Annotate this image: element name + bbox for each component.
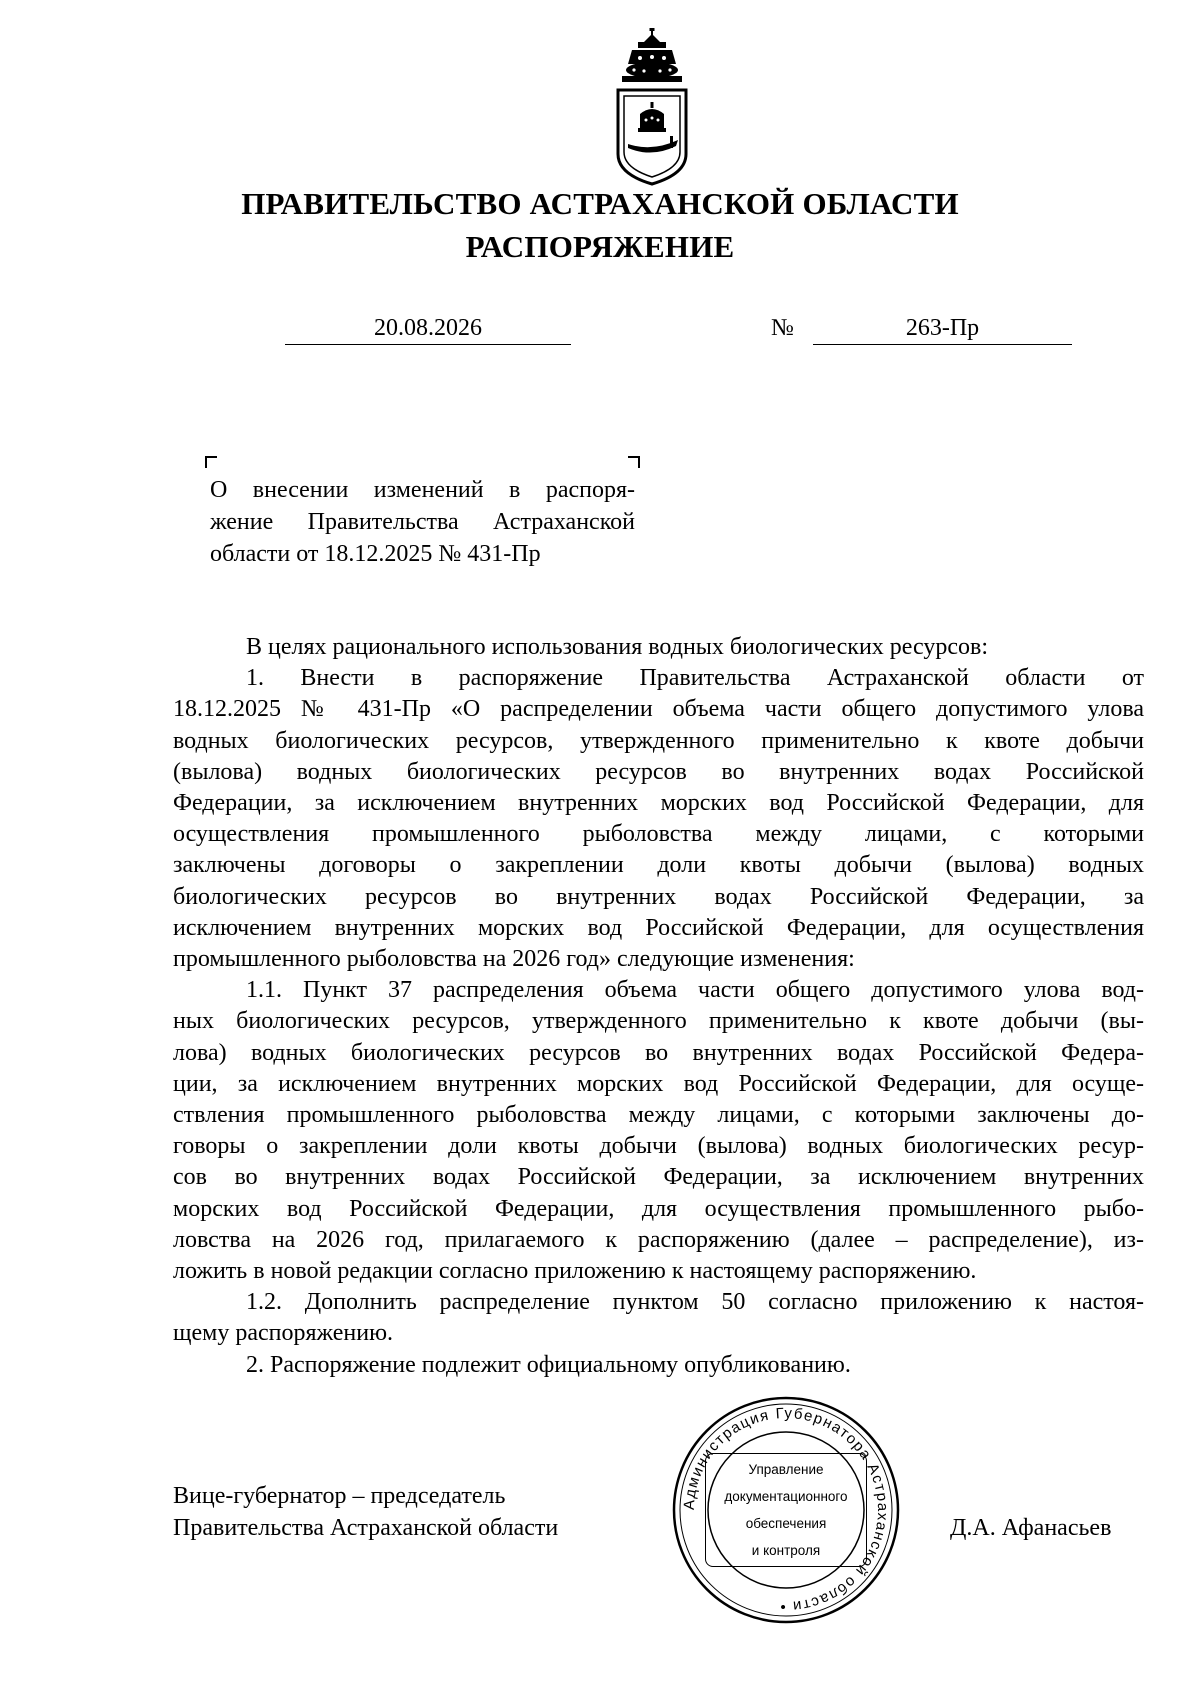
body-line: ных биологических ресурсов, утвержденного применительно к квоте добычи (вы- bbox=[173, 1008, 1144, 1035]
signatory-name: Д.А. Афанасьев bbox=[950, 1515, 1112, 1541]
document-body bbox=[173, 632, 1144, 1381]
subject-line: жение Правительства Астраханской bbox=[210, 509, 635, 535]
body-line: 1.1. Пункт 37 распределения объема части общего допустимого улова вод- bbox=[246, 977, 1144, 1004]
body-line: Федерации, за исключением внутренних морских вод Российской Федерации, для bbox=[173, 790, 1144, 817]
body-line: ловства на 2026 год, прилагаемого к распоряжению (далее – распределение), из- bbox=[173, 1226, 1144, 1253]
stamp-center-line: документационного bbox=[724, 1489, 848, 1504]
body-line: биологических ресурсов во внутренних водах Российской Федерации, за bbox=[173, 883, 1144, 910]
document-subject bbox=[210, 474, 635, 570]
body-line: 1. Внести в распоряжение Правительства Астраханской области от bbox=[246, 665, 1144, 692]
body-line: лова) водных биологических ресурсов во внутренних водах Российской Федера- bbox=[173, 1039, 1144, 1066]
stamp-center-line: Управление bbox=[748, 1462, 824, 1477]
position-line: Вице-губернатор – председатель bbox=[173, 1483, 506, 1509]
body-line: 2. Распоряжение подлежит официальному опубликованию. bbox=[246, 1351, 851, 1378]
number-sign: № bbox=[771, 315, 794, 341]
body-line: ложить в новой редакции согласно приложению к настоящему распоряжению. bbox=[173, 1258, 977, 1285]
stamp-ring-text: Администрация Губернатора Астраханской области • bbox=[680, 1404, 892, 1616]
body-line: осуществления промышленного рыболовства между лицами, с которыми bbox=[173, 821, 1144, 848]
stamp-center bbox=[705, 1453, 867, 1567]
subject-corner-left bbox=[205, 456, 217, 468]
body-line: ции, за исключением внутренних морских вод Российской Федерации, для осуще- bbox=[173, 1070, 1144, 1097]
body-line: морских вод Российской Федерации, для осуществления промышленного рыбо- bbox=[173, 1195, 1144, 1222]
body-line: 18.12.2025 № 431-Пр «О распределении объема части общего допустимого улова bbox=[173, 696, 1144, 723]
stamp-center-line: обеспечения bbox=[745, 1516, 827, 1531]
body-line: щему распоряжению. bbox=[173, 1320, 394, 1347]
body-line: говоры о закреплении доли квоты добычи (вылова) водных биологических ресур- bbox=[173, 1133, 1144, 1160]
body-line: 1.2. Дополнить распределение пунктом 50 согласно приложению к настоя- bbox=[246, 1289, 1144, 1316]
document-number: 263-Пр bbox=[813, 313, 1072, 345]
body-line: ствления промышленного рыболовства между лицами, с которыми заключены до- bbox=[173, 1102, 1144, 1129]
subject-line: области от 18.12.2025 № 431-Пр bbox=[210, 541, 541, 567]
subject-line: О внесении изменений в распоря- bbox=[210, 477, 635, 503]
body-line: промышленного рыболовства на 2026 год» следующие изменения: bbox=[173, 946, 855, 973]
body-line: исключением внутренних морских вод Российской Федерации, для осуществления bbox=[173, 914, 1144, 941]
body-line: сов во внутренних водах Российской Федерации, за исключением внутренних bbox=[173, 1164, 1144, 1191]
subject-corner-right bbox=[628, 456, 640, 468]
signatory-position bbox=[173, 1480, 558, 1544]
body-line: заключены договоры о закреплении доли квоты добычи (вылова) водных bbox=[173, 852, 1144, 879]
government-title: ПРАВИТЕЛЬСТВО АСТРАХАНСКОЙ ОБЛАСТИ bbox=[241, 186, 959, 221]
document-date: 20.08.2026 bbox=[285, 313, 571, 345]
document-type: РАСПОРЯЖЕНИЕ bbox=[465, 229, 735, 264]
body-line: В целях рационального использования водных биологических ресурсов: bbox=[246, 634, 989, 660]
coat-of-arms-icon bbox=[614, 28, 690, 188]
body-line: (вылова) водных биологических ресурсов во внутренних водах Российской bbox=[173, 758, 1144, 785]
position-line: Правительства Астраханской области bbox=[173, 1515, 559, 1541]
body-line: водных биологических ресурсов, утвержденного применительно к квоте добычи bbox=[173, 727, 1144, 754]
stamp-center-line: и контроля bbox=[751, 1543, 821, 1558]
